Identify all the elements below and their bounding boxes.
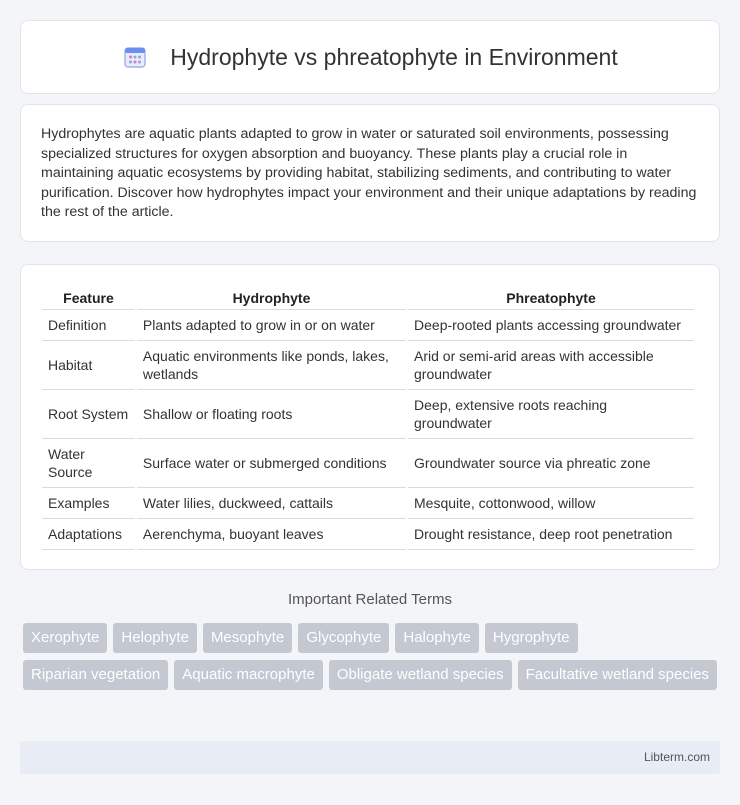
table-cell: Deep, extensive roots reaching groundwater: [408, 390, 694, 439]
tag-halophyte[interactable]: Halophyte: [395, 623, 479, 653]
table-cell: Deep-rooted plants accessing groundwater: [408, 310, 694, 341]
comparison-table-card: [20, 264, 720, 570]
intro-card: [20, 104, 720, 242]
table-cell: Arid or semi-arid areas with accessible groundwater: [408, 341, 694, 390]
column-header-phreatophyte: Phreatophyte: [408, 285, 694, 310]
tag-hygrophyte[interactable]: Hygrophyte: [485, 623, 578, 653]
table-cell: Mesquite, cottonwood, willow: [408, 488, 694, 519]
tag-obligate-wetland-species[interactable]: Obligate wetland species: [329, 660, 512, 690]
table-cell: Habitat: [42, 341, 135, 390]
related-terms-list: [23, 623, 723, 690]
page-title: Hydrophyte vs phreatophyte in Environment: [170, 43, 618, 70]
table-cell: Plants adapted to grow in or on water: [137, 310, 406, 341]
footer-site-link[interactable]: Libterm.com: [643, 750, 710, 764]
table-row: [42, 390, 694, 439]
tag-helophyte[interactable]: Helophyte: [113, 623, 197, 653]
table-cell: Aquatic environments like ponds, lakes, wetlands: [137, 341, 406, 390]
table-cell: Groundwater source via phreatic zone: [408, 439, 694, 488]
tag-glycophyte[interactable]: Glycophyte: [298, 623, 389, 653]
intro-text: Hydrophytes are aquatic plants adapted to grow in water or saturated soil environments, possessing specialized structures for oxygen absorption and buoyancy. These plants play a crucial role in maintaining aquatic ecosystems by providing habitat, stabilizing sediments, and contributing to water purification. Discover how hydrophytes impact your environment and their unique adaptations by reading the rest of the article.: [41, 126, 697, 221]
table-row: [42, 488, 694, 519]
table-row: [42, 341, 694, 390]
tag-aquatic-macrophyte[interactable]: Aquatic macrophyte: [174, 660, 323, 690]
column-header-feature: Feature: [42, 285, 135, 310]
comparison-table: [40, 285, 696, 550]
tag-xerophyte[interactable]: Xerophyte: [23, 623, 107, 653]
related-terms-heading: Important Related Terms: [288, 591, 452, 608]
table-cell: Aerenchyma, buoyant leaves: [137, 519, 406, 550]
table-row: [42, 519, 694, 550]
table-cell: Water lilies, duckweed, cattails: [137, 488, 406, 519]
table-cell: Shallow or floating roots: [137, 390, 406, 439]
table-cell: Drought resistance, deep root penetration: [408, 519, 694, 550]
table-cell: Water Source: [42, 439, 135, 488]
column-header-hydrophyte: Hydrophyte: [137, 285, 406, 310]
calendar-grid-icon: [122, 44, 148, 70]
table-cell: Root System: [42, 390, 135, 439]
footer: [20, 741, 720, 774]
table-cell: Surface water or submerged conditions: [137, 439, 406, 488]
tag-mesophyte[interactable]: Mesophyte: [203, 623, 292, 653]
table-cell: Adaptations: [42, 519, 135, 550]
title-card: [20, 20, 720, 94]
table-row: [42, 310, 694, 341]
table-row: [42, 439, 694, 488]
tag-riparian-vegetation[interactable]: Riparian vegetation: [23, 660, 168, 690]
table-cell: Examples: [42, 488, 135, 519]
tag-facultative-wetland-species[interactable]: Facultative wetland species: [518, 660, 717, 690]
table-cell: Definition: [42, 310, 135, 341]
